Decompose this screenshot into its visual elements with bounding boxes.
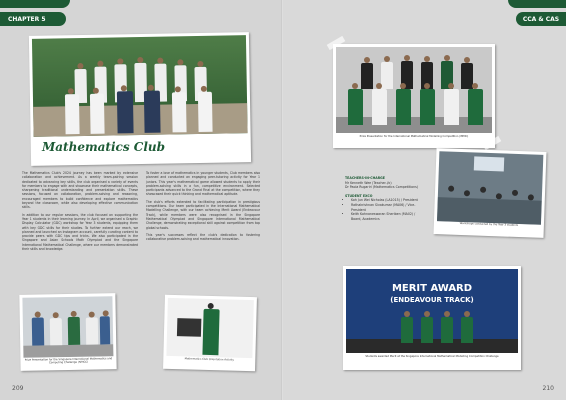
photo-caption: Students awarded Merit at the Singapore International Mathematical Modelling Competition Challenge — [365, 355, 499, 358]
exco-member: • Rathakrishnan Sivakumar (MA06) / Vice-President — [351, 203, 425, 212]
exco-member: • Koh Jun Wei Nicholas (LA1015) / President — [351, 198, 425, 203]
right-page — [283, 0, 566, 400]
merit-award-photo — [343, 266, 521, 370]
right-text-column — [146, 171, 260, 244]
photo-caption: Prize Presentation for the International Mathematical Modelling Competition (IMMC) — [359, 135, 469, 138]
workshop-photo — [434, 148, 547, 238]
page-number: 209 — [12, 385, 24, 392]
teachers-heading: TEACHERS-IN-CHARGE — [345, 176, 385, 180]
orientation-photo — [163, 295, 257, 371]
club-title: Mathematics Club — [42, 140, 165, 154]
exco-heading: STUDENT EXCO — [345, 193, 373, 198]
teacher-name: Dr Paola Rugariri (Mathematics Competitions) — [345, 185, 418, 190]
corner-decoration — [0, 0, 70, 8]
photo-caption: Workshops conducted by the Year 3 students — [459, 221, 519, 228]
photo-caption: Prize Presentation for the Singapore International Mathematics and Computing Challenge (SIMCC) — [24, 357, 113, 365]
paragraph: In addition to our regular sessions, the club focused on supporting the Year 1 students in their learning journey. In April, we organised a Graphic Display Calculator (GDC) workshop for Year 3 students, equipping them with key GDC skills for their studies. To further extend our reach, we planned and launched an Instagram account, carefully curating content to provide peers with GDC tips and tricks. We also participated in the Singapore and Asian Schools Math Olympiad and the Singapore International Mathematical Challenge, where our members demonstrated their skills and knowledge. — [22, 212, 138, 252]
teacher-name: Mr Kenneth Wee (Teacher-i/c) — [345, 180, 392, 185]
merit-banner-line1: MERIT AWARD — [391, 283, 473, 294]
immc-prize-photo — [333, 44, 495, 148]
page-number: 210 — [542, 385, 554, 392]
simcc-prize-photo — [19, 293, 116, 371]
photo-caption: Mathematics Club Orientation Activity — [184, 357, 235, 362]
corner-decoration — [508, 0, 566, 8]
paragraph: The club's efforts extended to facilitating participation in prestigious competitions. Our team participated in the International Mathematical Modelling Challenge, with our team achieving Merit Award (Endeavour Track), while members were also recognised in the Singapore Mathematical Olympiad and Singapore International Mathematical Challenge, demonstrating exceptional skill against competition from top global schools. — [146, 199, 260, 230]
category-tab: CCA & CAS — [516, 12, 566, 26]
chapter-tab: CHAPTER 5 — [0, 12, 66, 26]
left-text-column — [22, 171, 138, 254]
paragraph: To foster a love of mathematics in younger students, Club members also planned and conducted an engaging peer-tutoring activity for Year 1 juniors. This year's mathematical game allowed students to apply their problem-solving skills in a fun, competitive environment. Selected participants advanced to the Grand Final at the competition, where they showcased their quick thinking and mathematical aptitude. — [146, 171, 260, 197]
merit-banner-line2: (ENDEAVOUR TRACK) — [390, 296, 474, 304]
paragraph: The Mathematics Club's 2024 journey has been marked by extensive collaboration and achievement. As a weekly team-pairing session dedicated to advancing key skills, the club organised a variety of events for members to engage with and showcase their mathematical concepts, sharpening traditional understanding and presentation skills. These sessions, focused on collaboration, problem-solving and reasoning, encouraged members to build confidence and explore mathematics beyond the classroom, while also developing effective communication skills. — [22, 171, 138, 210]
exco-member: • Keith Kohnaneswaran Sheriben (MA02) / Board, Academics — [351, 212, 425, 221]
club-info — [345, 172, 425, 221]
paragraph: This year's successes reflect the club's dedication to fostering collaborative problem-solving and mathematical innovation. — [146, 232, 260, 242]
